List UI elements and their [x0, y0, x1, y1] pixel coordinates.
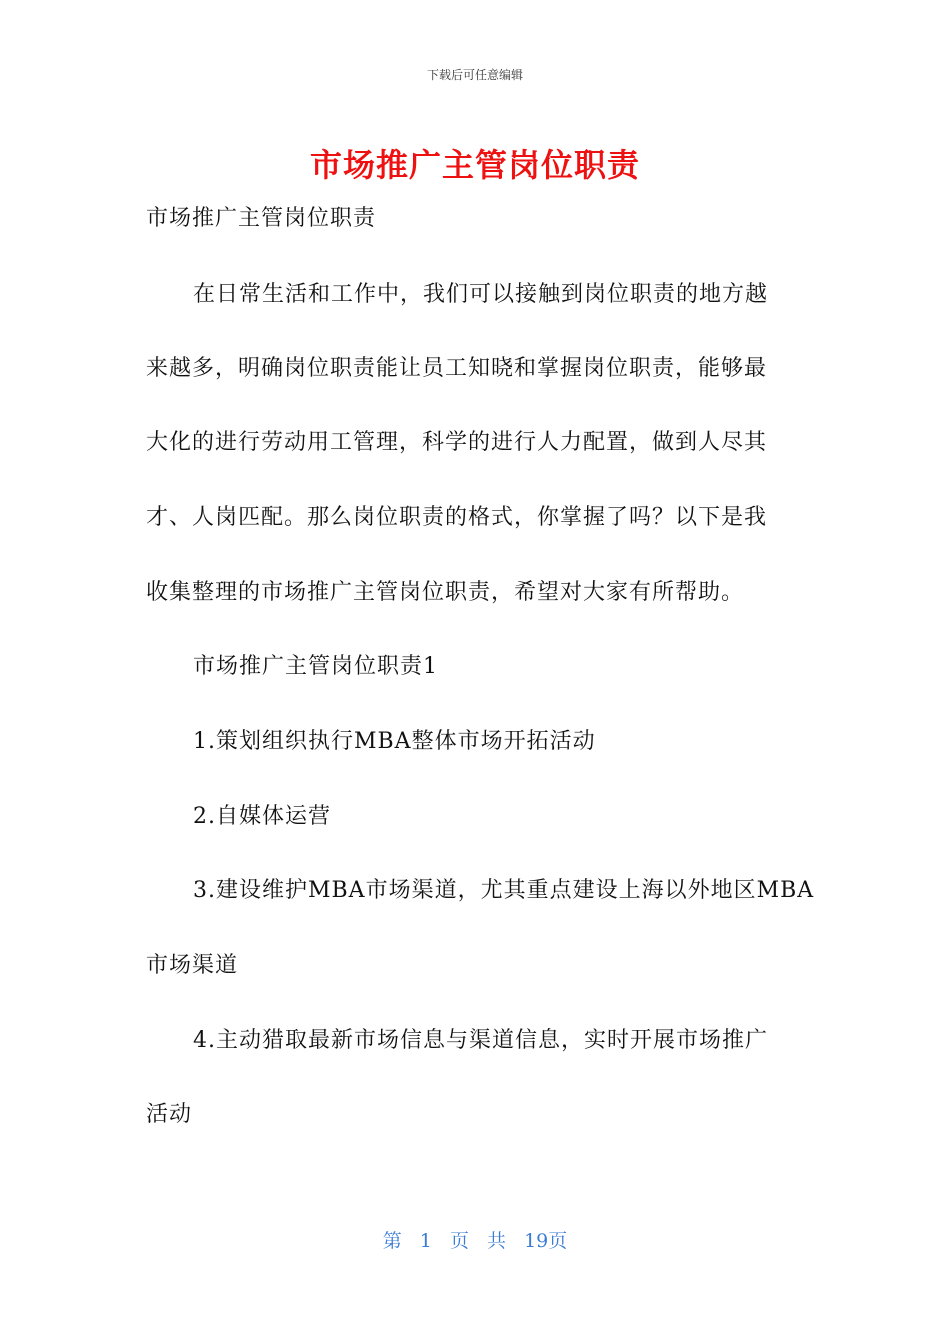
footer-current-page: 1: [419, 1230, 432, 1252]
section-title: 市场推广主管岗位职责1: [193, 654, 438, 679]
list-item-4: 4.主动猎取最新市场信息与渠道信息，实时开展市场推广: [193, 1028, 768, 1053]
intro-line-1: 在日常生活和工作中，我们可以接触到岗位职责的地方越: [193, 282, 769, 307]
footer-page-unit: 页: [449, 1230, 469, 1252]
list-item-3-continued: 市场渠道: [146, 953, 239, 978]
header-note: 下载后可任意编辑: [426, 68, 523, 82]
footer-total-pages: 19页: [524, 1230, 568, 1252]
body-heading: 市场推广主管岗位职责: [146, 206, 377, 231]
page-footer: [0, 1226, 950, 1253]
intro-line-3: 大化的进行劳动用工管理，科学的进行人力配置，做到人尽其: [146, 430, 768, 455]
footer-prefix: 第: [382, 1230, 402, 1252]
intro-line-2: 来越多，明确岗位职责能让员工知晓和掌握岗位职责，能够最: [146, 356, 768, 381]
intro-line-5: 收集整理的市场推广主管岗位职责，希望对大家有所帮助。: [146, 580, 745, 605]
list-item-1: 1.策划组织执行MBA整体市场开拓活动: [193, 729, 596, 754]
intro-line-4: 才、人岗匹配。那么岗位职责的格式，你掌握了吗？以下是我: [146, 505, 768, 530]
list-item-4-continued: 活动: [146, 1102, 193, 1127]
document-title: 市场推广主管岗位职责: [309, 146, 640, 184]
list-item-3: 3.建设维护MBA市场渠道，尤其重点建设上海以外地区MBA: [193, 878, 815, 903]
footer-total-prefix: 共: [487, 1230, 507, 1252]
list-item-2: 2.自媒体运营: [193, 804, 331, 829]
